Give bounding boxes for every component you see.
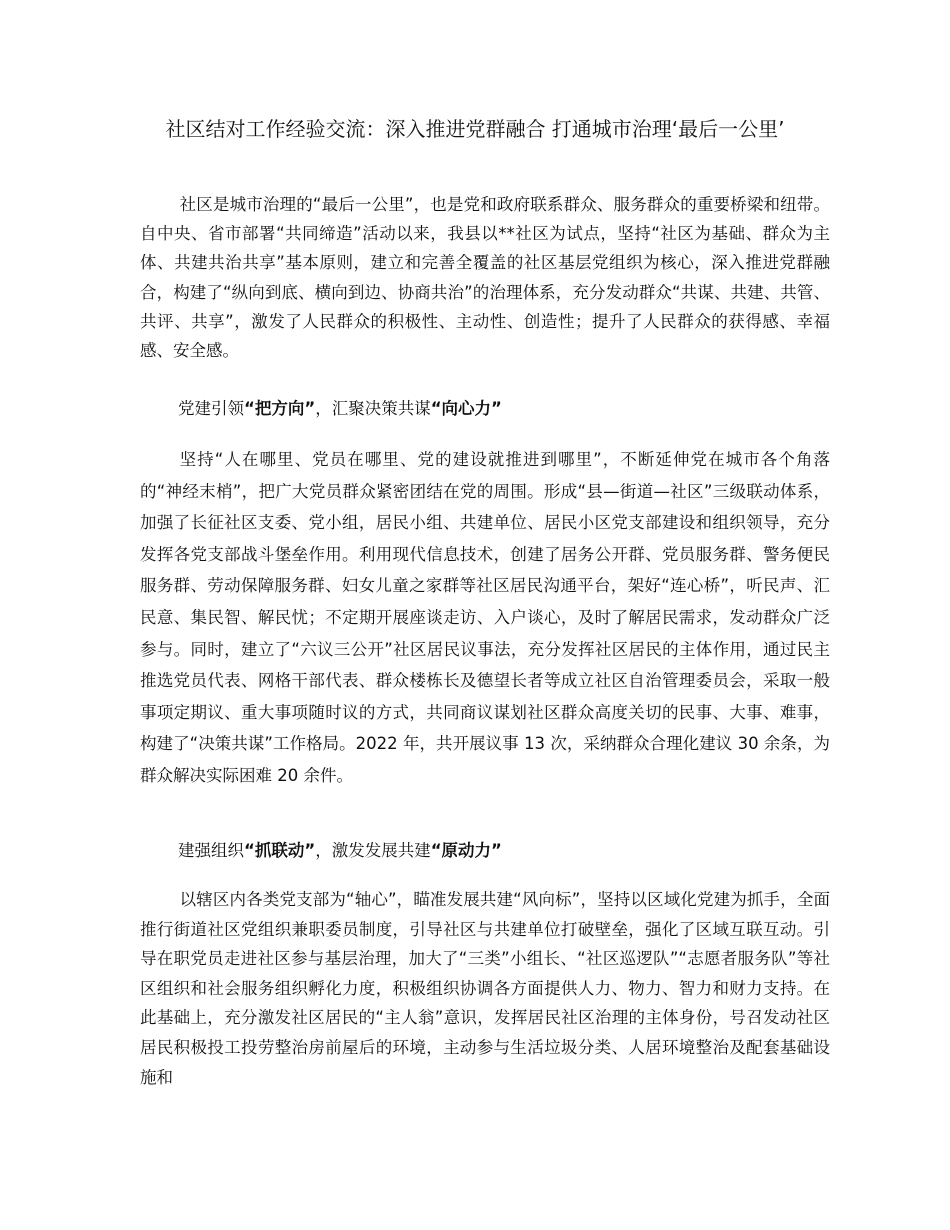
intro-paragraph: 社区是城市治理的“最后一公里”，也是党和政府联系群众、服务群众的重要桥梁和纽带。自中央、省市部署“共同缔造”活动以来，我县以**社区为试点，坚持“社区为基础、群众为主体、共建共治共享”基本原则，建立和完善全覆盖的社区基层党组织为核心，深入推进党群融合，构建了“纵向到底、横向到边、协商共治”的治理体系，充分发动群众“共谋、共建、共管、共评、共享”，激发了人民群众的积极性、主动性、创造性；提升了人民群众的获得感、幸福感、安全感。 — [140, 195, 830, 361]
heading-text: ，激发发展共建 — [315, 841, 431, 860]
heading-text: ，汇聚决策共谋 — [315, 399, 431, 418]
heading-text: 建强组织 — [178, 841, 244, 860]
heading-quote: “抓联动” — [244, 841, 316, 860]
heading-quote: “原动力” — [430, 841, 502, 860]
document-title: 社区结对工作经验交流：深入推进党群融合 打通城市治理‘最后一公里’ — [165, 117, 785, 141]
heading-text: 党建引领 — [178, 399, 244, 418]
heading-quote: “把方向” — [244, 399, 316, 418]
heading-quote: “向心力” — [430, 399, 502, 418]
section2-paragraph: 以辖区内各类党支部为“轴心”，瞄准发展共建“风向标”，坚持以区域化党建为抓手，全面推行街道社区党组织兼职委员制度，引导社区与共建单位打破壁垒，强化了区域互联互动。引导在职党员走进社区参与基层治理，加大了“三类”小组长、“社区巡逻队”“志愿者服务队”等社区组织和社会服务组织孵化力度，积极组织协调各方面提供人力、物力、智力和财力支持。在此基础上，充分激发社区居民的“主人翁”意识，发挥居民社区治理的主体身份，号召发动社区居民积极投工投劳整治房前屋后的环境，主动参与生活垃圾分类、人居环境整治及配套基础设施和 — [140, 890, 830, 1087]
section1-paragraph: 坚持“人在哪里、党员在哪里、党的建设就推进到哪里”，不断延伸党在城市各个角落的“神经末梢”，把广大党员群众紧密团结在党的周围。形成“县—街道—社区”三级联动体系，加强了长征社区支委、党小组，居民小组、共建单位、居民小区党支部建设和组织领导，充分发挥各党支部战斗堡垒作用。利用现代信息技术，创建了居务公开群、党员服务群、警务便民服务群、劳动保障服务群、妇女儿童之家群等社区居民沟通平台，架好“连心桥”，听民声、汇民意、集民智、解民忧；不定期开展座谈走访、入户谈心，及时了解居民需求，发动群众广泛参与。同时，建立了“六议三公开”社区居民议事法，充分发挥社区居民的主体作用，通过民主推选党员代表、网格干部代表、群众楼栋长及德望长者等成立社区自治管理委员会，采取一般事项定期议、重大事项随时议的方式，共同商议谋划社区群众高度关切的民事、大事、难事，构建了“决策共谋”工作格局。2022 年，共开展议事 13 次，采纳群众合理化建议 30 余条，为群众解决实际困难 20 余件。 — [140, 450, 830, 785]
section-heading-party-leadership — [178, 394, 502, 423]
section-heading-organization — [178, 836, 502, 865]
